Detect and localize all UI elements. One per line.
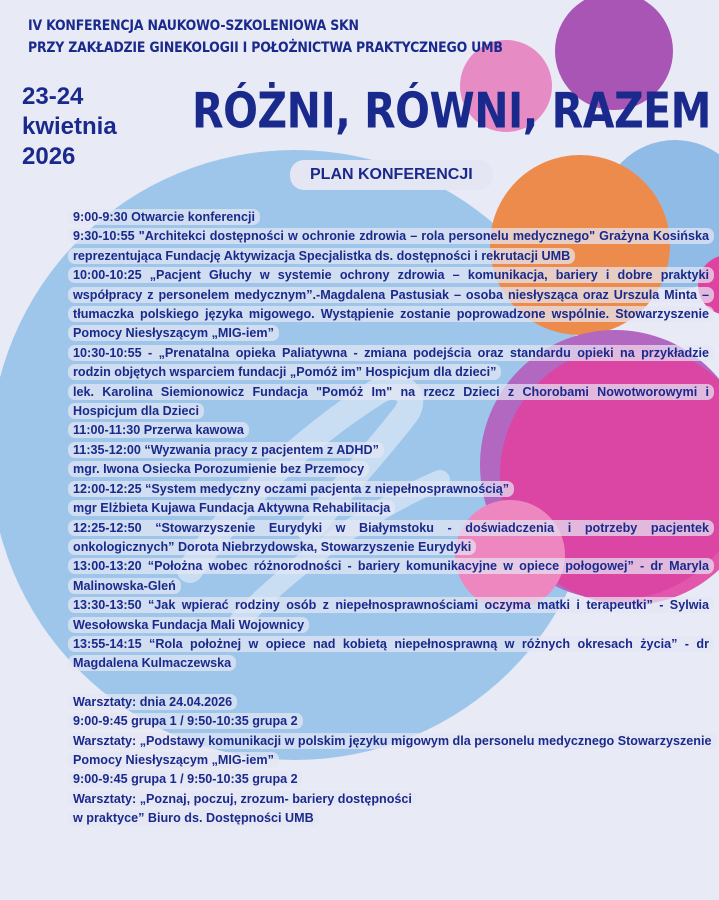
program-item: 13:55-14:15 “Rola położnej w opiece nad kobietą niepełnosprawną w różnych okresach życia” - dr Magdalena Kulmaczewska [68, 635, 714, 674]
plan-title: PLAN KONFERENCJI [290, 160, 493, 190]
section-spacer [68, 674, 714, 693]
program-item: 13:30-13:50 “Jak wpierać rodziny osób z niepełnosprawnościami oczyma matki i terapeutki” - Sylwia Wesołowska Fundacja Mali Wojownicy [68, 596, 714, 635]
program-item: mgr. Iwona Osiecka Porozumienie bez Przemocy [68, 460, 714, 479]
program-item: 10:00-10:25 „Pacjent Głuchy w systemie ochrony zdrowia – komunikacja, bariery i dobre praktyki współpracy z personelem medycznym”.-Magdalena Pastusiak – osoba niesłysząca oraz Urszula Minta – tłumaczka polskiego języka migowego. Wystąpienie zostanie poprowadzone wspólnie. Stowarzyszenie Pomocy Niesłyszącym „MIG-iem” [68, 266, 714, 344]
workshop-item: w praktyce” Biuro ds. Dostępności UMB [68, 809, 714, 828]
program-item: 11:35-12:00 “Wyzwania pracy z pacjentem z ADHD” [68, 441, 714, 460]
program-list [68, 208, 714, 829]
program-item: 12:25-12:50 “Stowarzyszenie Eurydyki w Białymstoku - doświadczenia i potrzeby pacjentek onkologicznych” Dorota Niebrzydowska, Stowarzyszenie Eurydyki [68, 519, 714, 558]
workshop-item: 9:00-9:45 grupa 1 / 9:50-10:35 grupa 2 [68, 712, 714, 731]
program-item: 9:00-9:30 Otwarcie konferencji [68, 208, 714, 227]
conference-dates [22, 82, 117, 172]
dates-month: kwietnia [22, 113, 117, 140]
program-item: 10:30-10:55 - „Prenatalna opieka Paliatywna - zmiana podejścia oraz standardu opieki na przykładzie rodzin objętych wsparciem fundacji „Pomóż im” Hospicjum dla dzieci” [68, 344, 714, 383]
header-line-2: PRZY ZAKŁADZIE GINEKOLOGII I POŁOŻNICTWA PRAKTYCZNEGO UMB [28, 38, 503, 56]
workshop-item: Warsztaty: „Poznaj, poczuj, zrozum- bariery dostępności [68, 790, 714, 809]
program-item: 9:30-10:55 "Architekci dostępności w ochronie zdrowia – rola personelu medycznego" Grażyna Kosińska reprezentująca Fundację Aktywizacja Specjalistka ds. dostępności i rekrutacji UMB [68, 227, 714, 266]
program-item: 12:00-12:25 “System medyczny oczami pacjenta z niepełnosprawnością” [68, 480, 714, 499]
workshop-item: 9:00-9:45 grupa 1 / 9:50-10:35 grupa 2 [68, 770, 714, 789]
program-item: 13:00-13:20 “Położna wobec różnorodności - bariery komunikacyjne w opiece połogowej” - dr Maryla Malinowska-Gleń [68, 557, 714, 596]
dates-year: 2026 [22, 143, 76, 170]
workshop-item: Warsztaty: „Podstawy komunikacji w polskim języku migowym dla personelu medycznego Stowarzyszenie Pomocy Niesłyszącym „MIG-iem” [68, 732, 714, 771]
conference-header [28, 14, 503, 58]
program-item: 11:00-11:30 Przerwa kawowa [68, 421, 714, 440]
workshop-item: Warsztaty: dnia 24.04.2026 [68, 693, 714, 712]
program-item: mgr Elżbieta Kujawa Fundacja Aktywna Rehabilitacja [68, 499, 714, 518]
header-line-1: IV KONFERENCJA NAUKOWO-SZKOLENIOWA SKN [28, 16, 359, 34]
dates-days: 23-24 [22, 83, 84, 110]
main-title: RÓŻNI, RÓWNI, RAZEM [192, 82, 711, 140]
program-item: lek. Karolina Siemionowicz Fundacja "Pomóż Im" na rzecz Dzieci z Chorobami Nowotworowymi i Hospicjum dla Dzieci [68, 383, 714, 422]
